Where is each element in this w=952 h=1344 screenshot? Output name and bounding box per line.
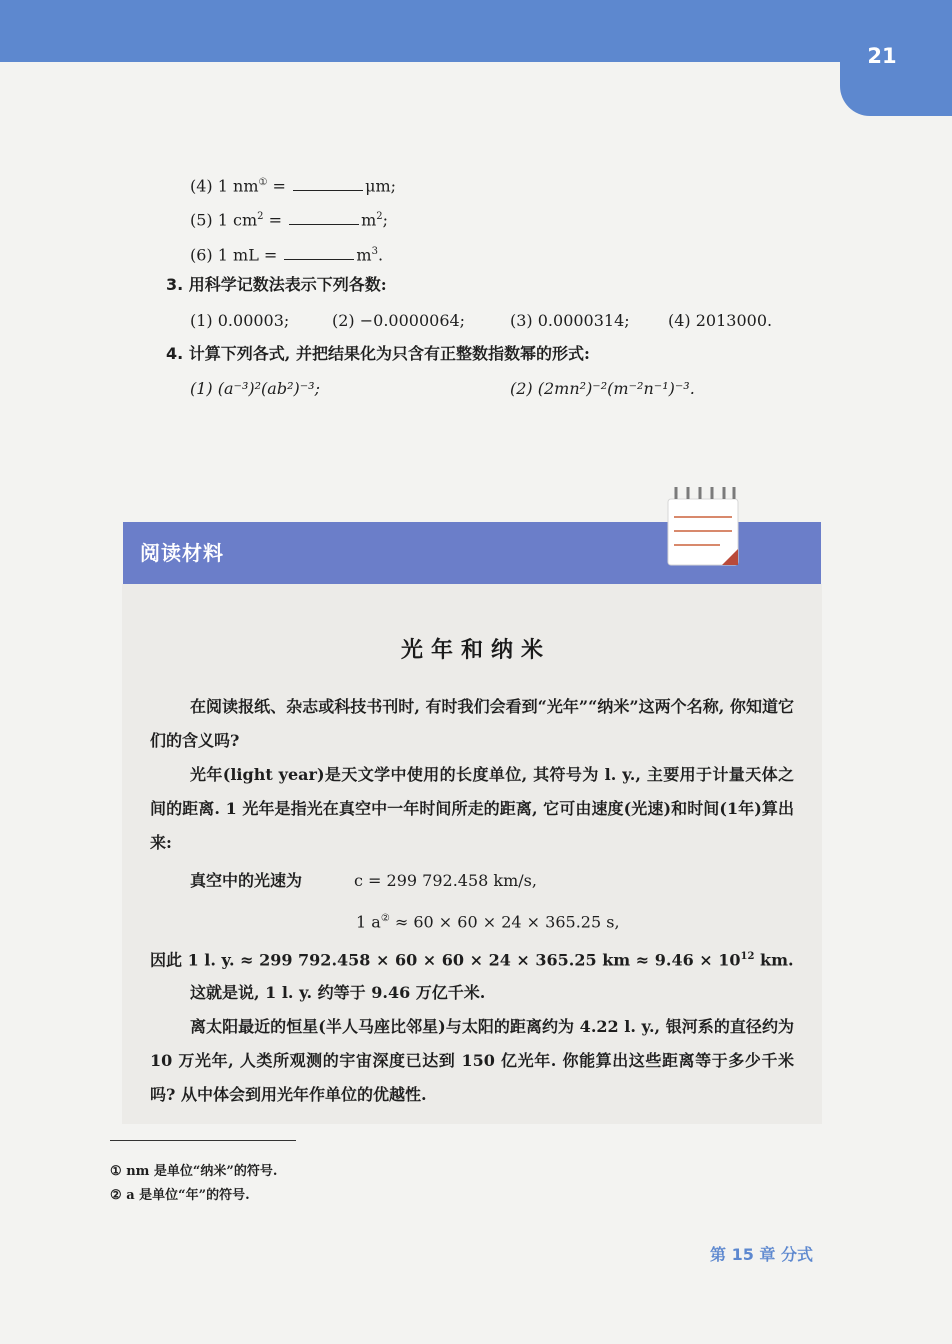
eq-year-seconds xyxy=(356,908,620,933)
footnote-mark: ② xyxy=(380,913,390,924)
q3-part-1: (1) 0.00003; xyxy=(190,311,290,330)
exercise-item-5 xyxy=(190,206,388,231)
punct: . xyxy=(377,245,384,265)
page-number: 21 xyxy=(867,44,897,68)
item-label: (6) 1 mL = xyxy=(190,245,278,265)
notepad-icon xyxy=(660,485,744,571)
footnote-divider xyxy=(110,1140,296,1141)
paragraph-1: 在阅读报纸、杂志或科技书刊时, 有时我们会看到“光年”“纳米”这两个名称, 你知道它们的含义吗? xyxy=(150,697,794,750)
chapter-footer: 第 15 章 分式 xyxy=(710,1245,813,1264)
footnote-mark: ① xyxy=(258,177,268,188)
item-label: (5) 1 cm xyxy=(190,210,258,230)
question-4 xyxy=(166,343,590,365)
exercise-item-6 xyxy=(190,241,383,266)
unit: km. xyxy=(754,950,794,970)
eq-light-year xyxy=(150,946,794,971)
footnote-mark: ② xyxy=(110,1188,122,1203)
equals: = xyxy=(267,176,286,196)
unit: m xyxy=(361,210,377,230)
answer-blank xyxy=(293,176,363,191)
power: 2 xyxy=(257,211,264,222)
question-text: 用科学记数法表示下列各数: xyxy=(188,275,387,294)
eq-left: 1 a xyxy=(356,912,381,932)
unit: m xyxy=(356,245,372,265)
reading-material-label: 阅读材料 xyxy=(140,541,224,565)
footnote-mark: ① xyxy=(110,1164,122,1179)
question-text: 计算下列各式, 并把结果化为只含有正整数指数幂的形式: xyxy=(188,344,590,363)
unit-power: 3 xyxy=(371,246,378,257)
item-label: (4) 1 nm xyxy=(190,176,259,196)
footnote-1 xyxy=(110,1160,277,1179)
q4-part-2: (2) (2mn²)⁻²(m⁻²n⁻¹)⁻³. xyxy=(510,379,695,398)
q4-part-1: (1) (a⁻³)²(ab²)⁻³; xyxy=(190,379,320,398)
unit-power: 2 xyxy=(376,211,383,222)
punct: ; xyxy=(382,210,389,230)
answer-blank xyxy=(284,245,354,260)
header-band xyxy=(0,0,952,62)
eq-light-speed: c = 299 792.458 km/s, xyxy=(354,871,537,890)
q3-part-4: (4) 2013000. xyxy=(668,311,773,330)
unit: μm; xyxy=(365,176,397,196)
eq-light-speed-label: 真空中的光速为 xyxy=(190,871,303,890)
paragraph-2: 光年(light year)是天文学中使用的长度单位, 其符号为 l. y., 主要用于计量天体之间的距离. 1 光年是指光在真空中一年时间所走的距离, 它可由速度(光速)和时间(1年)算出来: xyxy=(150,765,794,852)
q3-part-2: (2) −0.0000064; xyxy=(332,311,466,330)
footnote-2 xyxy=(110,1184,250,1203)
equals: = xyxy=(263,210,283,230)
q3-part-3: (3) 0.0000314; xyxy=(510,311,630,330)
power: 12 xyxy=(740,951,755,962)
paragraph-4: 离太阳最近的恒星(半人马座比邻星)与太阳的距离约为 4.22 l. y., 银河系的直径约为 10 万光年, 人类所观测的宇宙深度已达到 150 亿光年. 你能算出这些距离等于多少千米吗? 从中体会到用光年作单位的优越性. xyxy=(150,1017,794,1104)
question-3 xyxy=(166,274,387,296)
footnote-text: a 是单位“年”的符号. xyxy=(126,1188,250,1203)
paragraph-3: 这就是说, 1 l. y. 约等于 9.46 万亿千米. xyxy=(190,983,486,1002)
eq-body: 因此 1 l. y. ≈ 299 792.458 × 60 × 60 × 24 × 365.25 km ≈ 9.46 × 10 xyxy=(150,950,741,970)
question-number: 4. xyxy=(166,344,184,363)
article-title: 光年和纳米 xyxy=(400,638,551,663)
answer-blank xyxy=(289,210,359,225)
footnote-text: nm 是单位“纳米”的符号. xyxy=(126,1164,278,1179)
question-number: 3. xyxy=(166,275,184,294)
eq-right: ≈ 60 × 60 × 24 × 365.25 s, xyxy=(389,912,620,932)
exercise-item-4 xyxy=(190,172,396,197)
